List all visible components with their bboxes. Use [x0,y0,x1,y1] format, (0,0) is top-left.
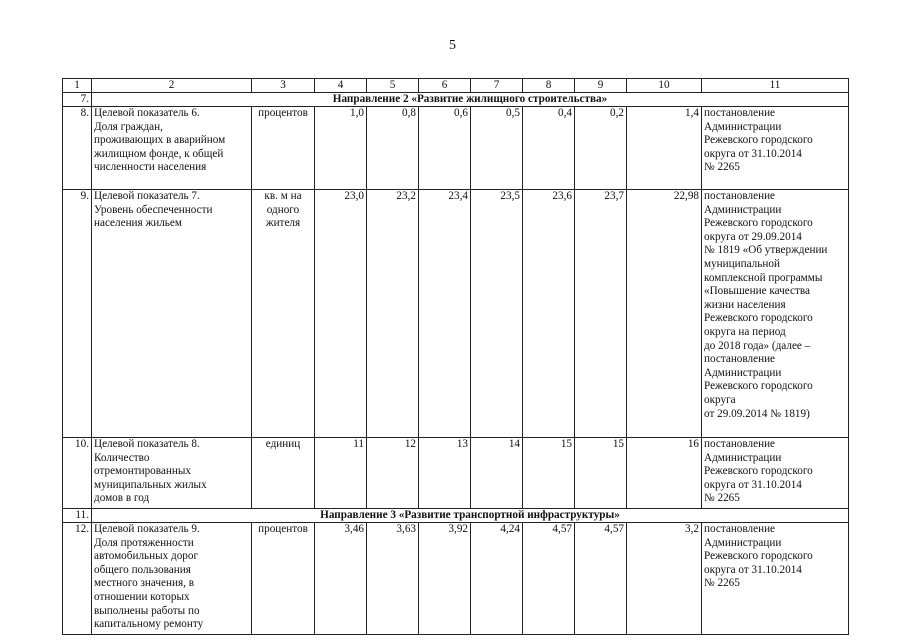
value-cell: 23,2 [367,190,419,438]
value-cell: 3,92 [419,523,471,635]
section-row [63,93,849,107]
value-cell: 15 [575,438,627,509]
value-cell: 0,2 [575,107,627,190]
indicator-name: Целевой показатель 8. Количество отремонтированных муниципальных жилых домов в год [92,438,252,509]
value-cell: 1,0 [315,107,367,190]
column-header: 2 [92,79,252,93]
value-cell: 4,57 [523,523,575,635]
value-cell: 23,6 [523,190,575,438]
unit-cell: процентов [252,523,315,635]
source-document: постановление Администрации Режевского городского округа от 29.09.2014 № 1819 «Об утверждении муниципальной комплексной программы «Повышение качества жизни населения Режевского городского округа на период до 2018 года» (далее – постановление Администрации Режевского городского округа от 29.09.2014 № 1819) [702,190,849,438]
value-cell: 1,4 [627,107,702,190]
value-cell: 4,57 [575,523,627,635]
column-header: 10 [627,79,702,93]
indicators-table [62,78,849,635]
source-document: постановление Администрации Режевского городского округа от 31.10.2014 № 2265 [702,438,849,509]
indicator-name: Целевой показатель 9. Доля протяженности автомобильных дорог общего пользования местного значения, в отношении которых выполнены работы по капитальному ремонту [92,523,252,635]
section-row [63,509,849,523]
value-cell: 15 [523,438,575,509]
column-header: 5 [367,79,419,93]
page-number: 5 [449,38,456,53]
unit-cell: кв. м на одного жителя [252,190,315,438]
table-row [63,190,849,438]
table-row [63,438,849,509]
section-title: Направление 3 «Развитие транспортной инфраструктуры» [92,509,849,523]
table-header-row [63,79,849,93]
value-cell: 3,46 [315,523,367,635]
value-cell: 11 [315,438,367,509]
value-cell: 22,98 [627,190,702,438]
value-cell: 23,5 [471,190,523,438]
row-number: 10. [63,438,92,509]
table-row [63,107,849,190]
row-number: 12. [63,523,92,635]
column-header: 1 [63,79,92,93]
value-cell: 0,5 [471,107,523,190]
unit-cell: процентов [252,107,315,190]
value-cell: 14 [471,438,523,509]
column-header: 8 [523,79,575,93]
column-header: 7 [471,79,523,93]
row-number: 9. [63,190,92,438]
indicator-name: Целевой показатель 6. Доля граждан, проживающих в аварийном жилищном фонде, к общей численности населения [92,107,252,190]
table-row [63,523,849,635]
column-header: 6 [419,79,471,93]
value-cell: 23,7 [575,190,627,438]
column-header: 4 [315,79,367,93]
value-cell: 23,0 [315,190,367,438]
section-title: Направление 2 «Развитие жилищного строительства» [92,93,849,107]
indicator-name: Целевой показатель 7. Уровень обеспеченности населения жильем [92,190,252,438]
value-cell: 12 [367,438,419,509]
value-cell: 0,6 [419,107,471,190]
source-document: постановление Администрации Режевского городского округа от 31.10.2014 № 2265 [702,523,849,635]
column-header: 3 [252,79,315,93]
column-header: 9 [575,79,627,93]
row-number: 7. [63,93,92,107]
value-cell: 3,2 [627,523,702,635]
value-cell: 23,4 [419,190,471,438]
value-cell: 16 [627,438,702,509]
value-cell: 4,24 [471,523,523,635]
row-number: 8. [63,107,92,190]
column-header: 11 [702,79,849,93]
source-document: постановление Администрации Режевского городского округа от 31.10.2014 № 2265 [702,107,849,190]
value-cell: 3,63 [367,523,419,635]
value-cell: 13 [419,438,471,509]
value-cell: 0,4 [523,107,575,190]
value-cell: 0,8 [367,107,419,190]
unit-cell: единиц [252,438,315,509]
row-number: 11. [63,509,92,523]
